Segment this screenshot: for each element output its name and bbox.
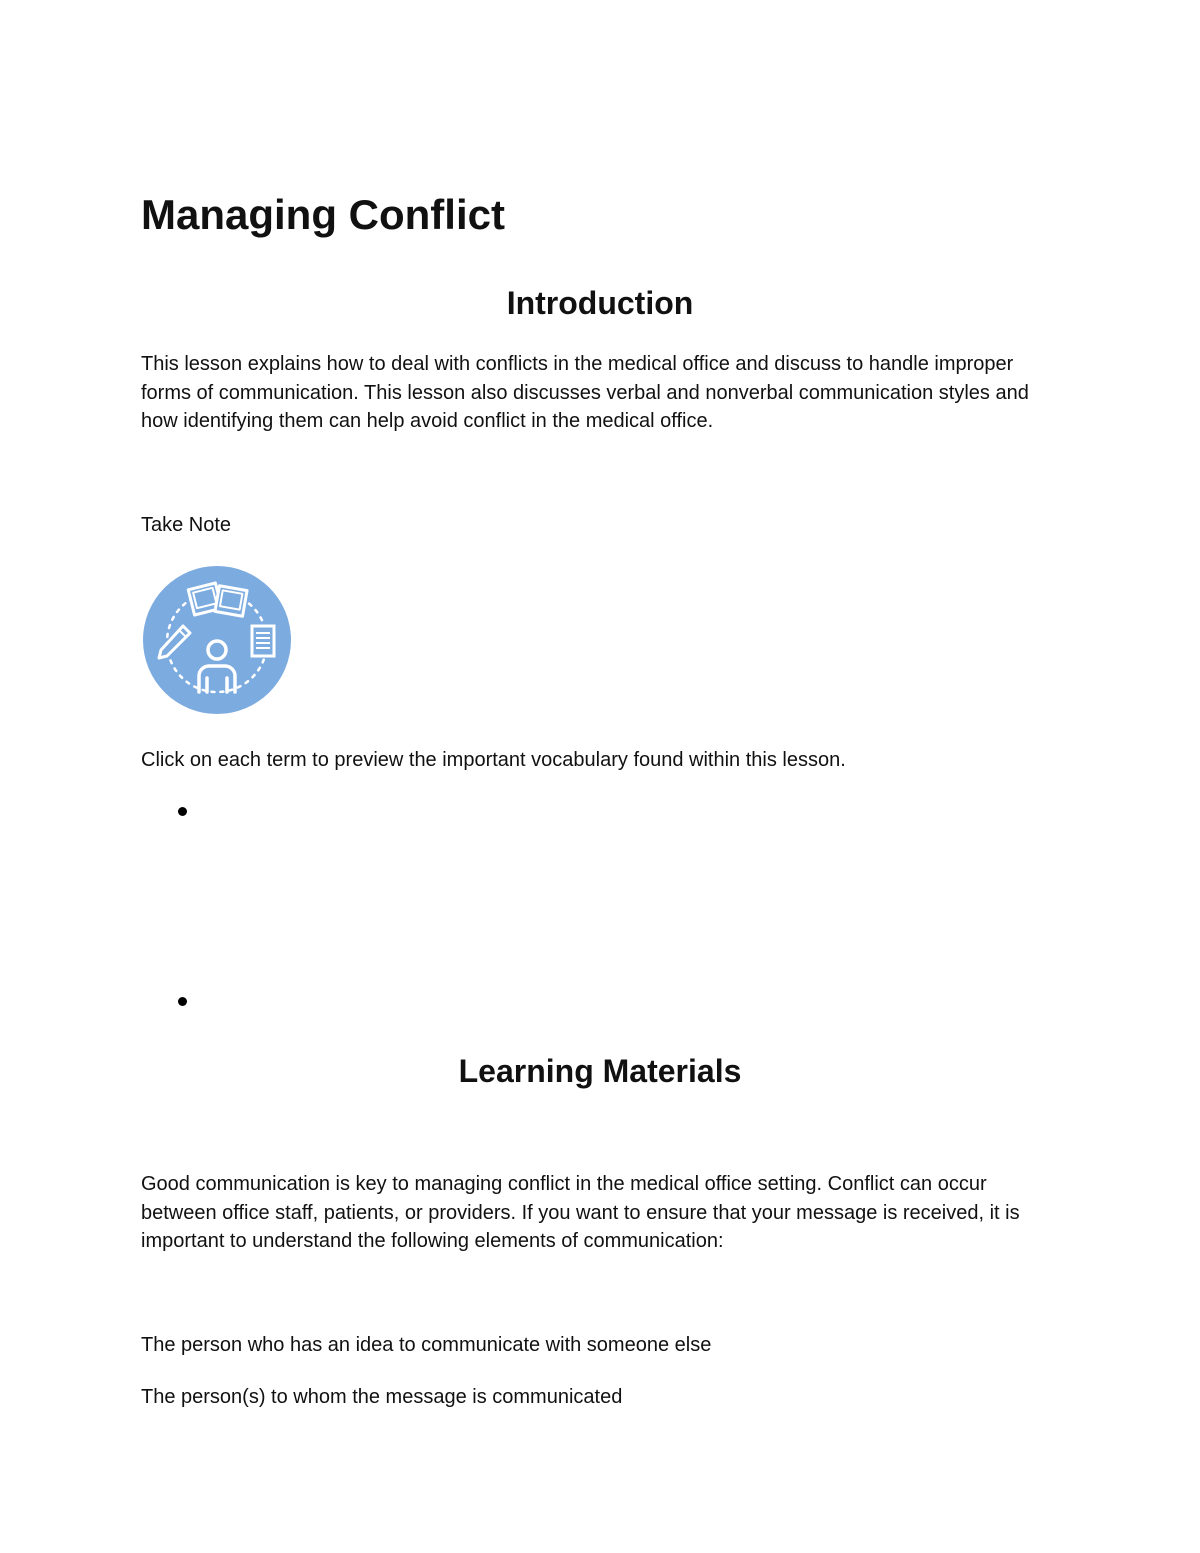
communication-element-sender: The person who has an idea to communicate with someone else	[141, 1334, 712, 1356]
note-taking-icon	[143, 566, 291, 714]
introduction-heading: Introduction	[506, 285, 694, 321]
learning-materials-heading: Learning Materials	[458, 1053, 742, 1089]
vocabulary-prompt: Click on each term to preview the important vocabulary found within this lesson.	[141, 749, 846, 771]
introduction-paragraph: This lesson explains how to deal with conflicts in the medical office and discuss to handle improper forms of communication. This lesson also discusses verbal and nonverbal communication styles and how identifying them can help avoid conflict in the medical office.	[141, 353, 1029, 432]
vocabulary-list-bullet[interactable]	[178, 997, 187, 1006]
vocabulary-list-bullet[interactable]	[178, 807, 187, 816]
page-title: Managing Conflict	[141, 191, 505, 238]
note-taking-icon-graphic	[143, 566, 291, 714]
take-note-label: Take Note	[141, 514, 232, 536]
learning-materials-paragraph: Good communication is key to managing conflict in the medical office setting. Conflict can occur between office staff, patients, or providers. If you want to ensure that your message is received, it is important to understand the following elements of communication:	[141, 1173, 1020, 1252]
communication-element-receiver: The person(s) to whom the message is communicated	[141, 1386, 623, 1408]
